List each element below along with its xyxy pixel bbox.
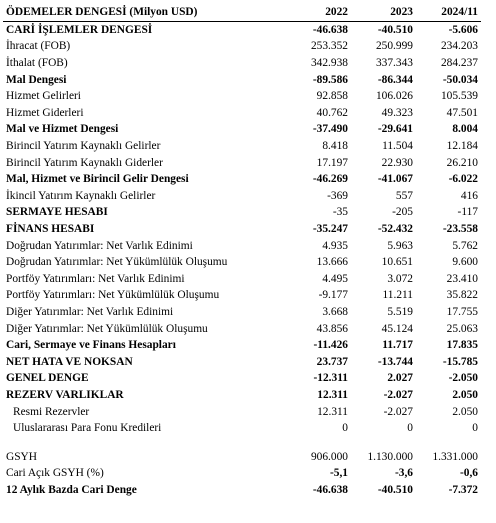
value-cell-2023: 250.999 <box>375 40 413 53</box>
row-label: İkincil Yatırım Kaynaklı Gelirler <box>6 189 156 202</box>
value-cell-2022: 342.938 <box>310 57 348 70</box>
row-label: Doğrudan Yatırımlar: Net Yükümlülük Oluşumu <box>6 256 228 269</box>
row-label: Mal, Hizmet ve Birincil Gelir Dengesi <box>6 173 189 186</box>
value-cell-2023: -13.744 <box>377 355 413 368</box>
table-row <box>3 154 481 171</box>
value-cell-2023: 45.124 <box>381 322 413 335</box>
column-header-2023: 2023 <box>351 4 416 21</box>
value-cell-2022: 4.935 <box>322 239 348 252</box>
value-cell-2024-11: 12.184 <box>446 140 478 153</box>
table-row <box>3 204 481 221</box>
value-cell-2022: -35.247 <box>312 223 348 236</box>
value-cell-2024-11: 9.600 <box>452 256 478 269</box>
value-cell-2023: 11.211 <box>382 289 413 302</box>
value-cell-2023: 557 <box>395 189 413 202</box>
balance-of-payments-table <box>3 4 481 498</box>
value-cell-2022: 12.311 <box>317 405 348 418</box>
table-row <box>3 88 481 105</box>
value-cell-2024-11: 47.501 <box>446 106 478 119</box>
row-label: İhracat (FOB) <box>6 40 71 53</box>
value-cell-2024-11: -0,6 <box>459 467 478 480</box>
table-row <box>3 38 481 55</box>
table-row <box>3 55 481 72</box>
value-cell-2023: -2.027 <box>383 388 413 401</box>
row-label: CARİ İŞLEMLER DENGESİ <box>6 23 153 36</box>
value-cell-2023: 11.504 <box>382 140 413 153</box>
value-cell-2024-11: 17.755 <box>446 305 478 318</box>
value-cell-2024-11: 23.410 <box>446 272 478 285</box>
table-row <box>3 353 481 370</box>
table-row <box>3 221 481 238</box>
value-cell-2024-11: 284.237 <box>440 57 478 70</box>
row-label: FİNANS HESABI <box>6 223 95 236</box>
table-row <box>3 105 481 122</box>
value-cell-2023: -41.067 <box>377 173 413 186</box>
value-cell-2023: -3,6 <box>394 467 413 480</box>
spacer-row <box>3 436 481 448</box>
value-cell-2024-11: -5.606 <box>448 23 478 36</box>
table-row <box>3 420 481 437</box>
value-cell-2023: 1.130.000 <box>367 450 413 463</box>
value-cell-2022: -11.426 <box>313 339 348 352</box>
value-cell-2022: 8.418 <box>322 140 348 153</box>
value-cell-2022: 3.668 <box>322 305 348 318</box>
value-cell-2023: 337.343 <box>375 57 413 70</box>
row-label: Uluslararası Para Fonu Kredileri <box>13 422 162 435</box>
value-cell-2023: 2.027 <box>387 372 413 385</box>
table-row <box>3 304 481 321</box>
table-row <box>3 337 481 354</box>
row-label: GSYH <box>6 450 38 463</box>
value-cell-2024-11: 35.822 <box>446 289 478 302</box>
value-cell-2024-11: 0 <box>472 422 478 435</box>
row-label: Hizmet Gelirleri <box>6 90 81 103</box>
value-cell-2023: 3.072 <box>387 272 413 285</box>
value-cell-2023: -2.027 <box>383 405 413 418</box>
value-cell-2024-11: -2.050 <box>448 372 478 385</box>
value-cell-2022: 12.311 <box>317 388 348 401</box>
value-cell-2022: -46.638 <box>312 483 348 496</box>
value-cell-2022: 0 <box>342 422 348 435</box>
table-row <box>3 237 481 254</box>
row-label: Cari, Sermaye ve Finans Hesapları <box>6 339 176 352</box>
row-label: NET HATA VE NOKSAN <box>6 355 133 368</box>
value-cell-2024-11: -7.372 <box>448 483 478 496</box>
row-label: Birincil Yatırım Kaynaklı Giderler <box>6 156 163 169</box>
value-cell-2024-11: 105.539 <box>440 90 478 103</box>
value-cell-2022: -37.490 <box>312 123 348 136</box>
table-row <box>3 271 481 288</box>
value-cell-2022: 43.856 <box>316 322 348 335</box>
value-cell-2022: 13.666 <box>316 256 348 269</box>
table-row <box>3 21 481 38</box>
table-row <box>3 254 481 271</box>
value-cell-2024-11: 25.063 <box>446 322 478 335</box>
row-label: Mal ve Hizmet Dengesi <box>6 123 119 136</box>
value-cell-2022: -12.311 <box>313 372 348 385</box>
table-row <box>3 387 481 404</box>
value-cell-2022: 40.762 <box>316 106 348 119</box>
value-cell-2024-11: 2.050 <box>452 388 478 401</box>
value-cell-2023: 5.519 <box>387 305 413 318</box>
row-label: Hizmet Giderleri <box>6 106 84 119</box>
value-cell-2024-11: 416 <box>460 189 478 202</box>
value-cell-2022: -46.638 <box>312 23 348 36</box>
balance-of-payments-table-container <box>3 4 481 498</box>
value-cell-2023: -205 <box>392 206 413 219</box>
value-cell-2023: 5.963 <box>387 239 413 252</box>
row-label: Diğer Yatırımlar: Net Yükümlülük Oluşumu <box>6 322 208 335</box>
table-body <box>3 21 481 498</box>
row-label: Portföy Yatırımları: Net Yükümlülük Oluşumu <box>6 289 220 302</box>
value-cell-2024-11: -6.022 <box>448 173 478 186</box>
row-label: Mal Dengesi <box>6 73 67 86</box>
value-cell-2023: 0 <box>407 422 413 435</box>
value-cell-2023: 11.717 <box>382 339 413 352</box>
value-cell-2022: -9.177 <box>318 289 348 302</box>
value-cell-2022: -89.586 <box>312 73 348 86</box>
value-cell-2024-11: 5.762 <box>452 239 478 252</box>
empty-cell <box>281 436 351 448</box>
value-cell-2023: 10.651 <box>381 256 413 269</box>
table-header-row <box>3 4 481 21</box>
value-cell-2023: -52.432 <box>377 223 413 236</box>
value-cell-2024-11: 17.835 <box>446 339 478 352</box>
column-header-2022: 2022 <box>281 4 351 21</box>
value-cell-2022: -369 <box>327 189 348 202</box>
table-row <box>3 171 481 188</box>
value-cell-2024-11: -23.558 <box>442 223 478 236</box>
empty-cell <box>3 436 281 448</box>
value-cell-2024-11: -50.034 <box>442 73 478 86</box>
table-row <box>3 370 481 387</box>
value-cell-2024-11: 26.210 <box>446 156 478 169</box>
table-row <box>3 138 481 155</box>
row-label: Portföy Yatırımları: Net Varlık Edinimi <box>6 272 185 285</box>
value-cell-2023: -86.344 <box>377 73 413 86</box>
table-row <box>3 403 481 420</box>
table-row <box>3 287 481 304</box>
table-row <box>3 188 481 205</box>
value-cell-2022: 92.858 <box>316 90 348 103</box>
value-cell-2024-11: -15.785 <box>442 355 478 368</box>
row-label: Cari Açık GSYH (%) <box>6 467 104 480</box>
value-cell-2024-11: 2.050 <box>452 405 478 418</box>
value-cell-2022: -35 <box>332 206 348 219</box>
value-cell-2022: -5,1 <box>329 467 348 480</box>
value-cell-2023: -40.510 <box>377 23 413 36</box>
value-cell-2022: 4.495 <box>322 272 348 285</box>
table-row <box>3 71 481 88</box>
value-cell-2023: 106.026 <box>375 90 413 103</box>
value-cell-2022: 253.352 <box>310 40 348 53</box>
table-title: ÖDEMELER DENGESİ (Milyon USD) <box>3 4 281 21</box>
value-cell-2024-11: 234.203 <box>440 40 478 53</box>
value-cell-2023: -29.641 <box>377 123 413 136</box>
value-cell-2024-11: 8.004 <box>452 123 478 136</box>
table-row <box>3 121 481 138</box>
row-label: Birincil Yatırım Kaynaklı Gelirler <box>6 140 161 153</box>
column-header-2024-11: 2024/11 <box>416 4 481 21</box>
table-row <box>3 482 481 499</box>
value-cell-2023: 49.323 <box>381 106 413 119</box>
table-row <box>3 448 481 465</box>
value-cell-2023: -40.510 <box>377 483 413 496</box>
row-label: İthalat (FOB) <box>6 57 68 70</box>
row-label: GENEL DENGE <box>6 372 89 385</box>
row-label: 12 Aylık Bazda Cari Denge <box>6 483 137 496</box>
value-cell-2022: 906.000 <box>310 450 348 463</box>
value-cell-2022: 17.197 <box>316 156 348 169</box>
value-cell-2023: 22.930 <box>381 156 413 169</box>
row-label: REZERV VARLIKLAR <box>6 388 124 401</box>
table-row <box>3 320 481 337</box>
value-cell-2024-11: 1.331.000 <box>432 450 478 463</box>
value-cell-2024-11: -117 <box>457 206 478 219</box>
value-cell-2022: 23.737 <box>316 355 348 368</box>
empty-cell <box>351 436 416 448</box>
value-cell-2022: -46.269 <box>312 173 348 186</box>
row-label: Doğrudan Yatırımlar: Net Varlık Edinimi <box>6 239 193 252</box>
row-label: SERMAYE HESABI <box>6 206 108 219</box>
empty-cell <box>416 436 481 448</box>
table-row <box>3 465 481 482</box>
row-label: Resmi Rezervler <box>13 405 90 418</box>
row-label: Diğer Yatırımlar: Net Varlık Edinimi <box>6 305 174 318</box>
